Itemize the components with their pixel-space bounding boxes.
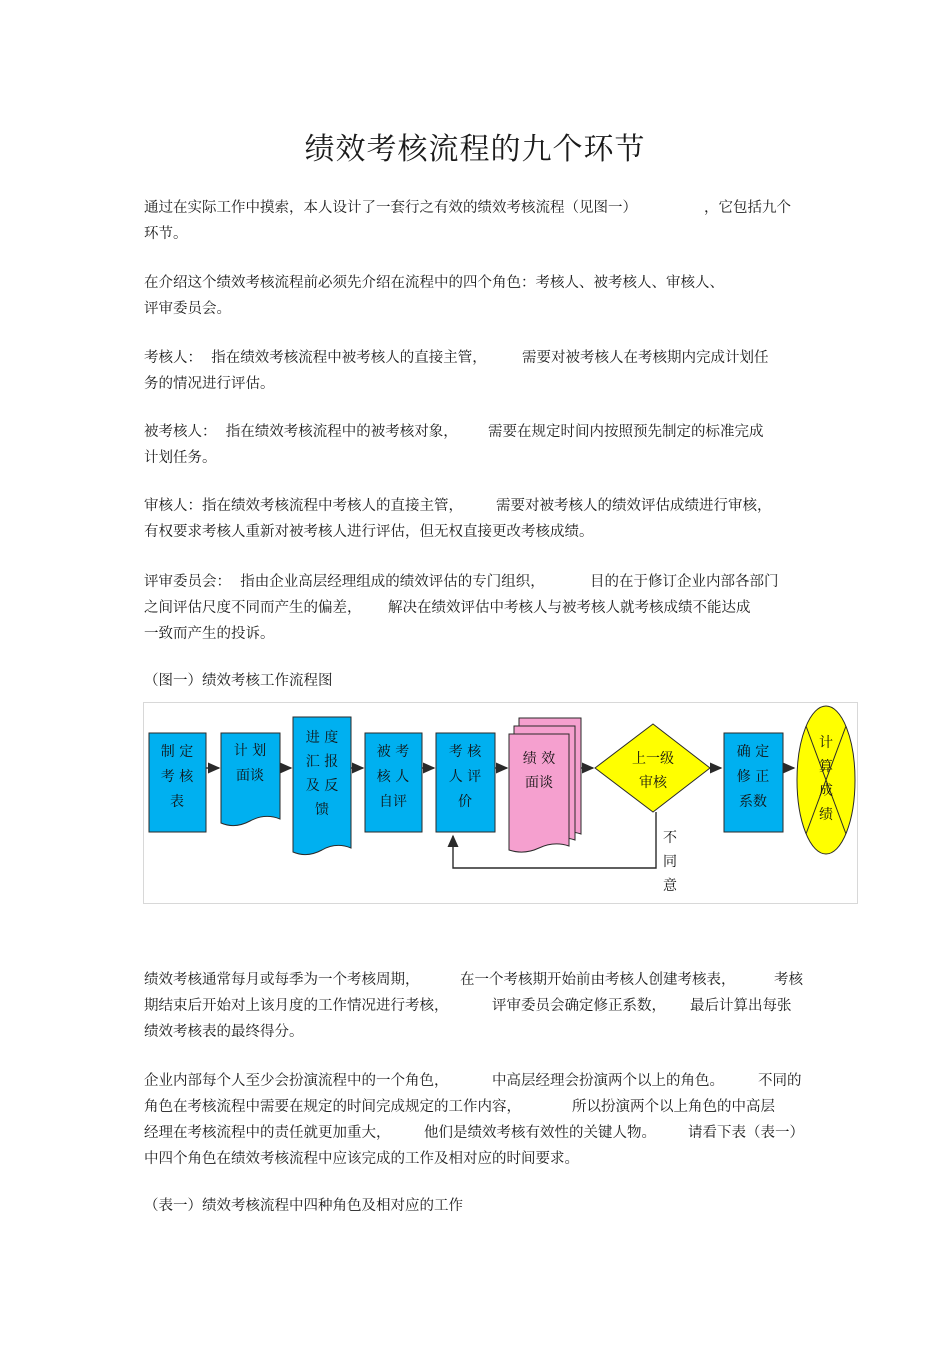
- flow-step-label: 自评: [379, 794, 407, 810]
- flow-reject-char: 不: [663, 830, 677, 846]
- flow-step-label: 人 评: [448, 769, 482, 785]
- text-line: 在介绍这个绩效考核流程前必须先介绍在流程中的四个角色：考核人、被考核人、审核人、: [144, 275, 724, 291]
- flow-reject-char: 同: [663, 854, 677, 870]
- text-line: （图一）绩效考核工作流程图: [144, 673, 333, 689]
- text-line: 评审委员会确定修正系数，: [492, 998, 666, 1014]
- flow-step-label: 计: [819, 735, 833, 751]
- flow-step-correction-coefficient: [724, 733, 783, 832]
- flow-step-label: 系数: [739, 794, 767, 810]
- flow-step-label: 核 人: [376, 769, 410, 785]
- flow-step-label: 及 反: [305, 778, 339, 794]
- text-line: 最后计算出每张: [690, 998, 792, 1014]
- text-line: 绩效考核表的最终得分。: [144, 1024, 304, 1040]
- text-line: 不同的: [758, 1073, 802, 1089]
- flow-reject-label: [663, 830, 677, 894]
- flow-step-self-assessment: [365, 733, 422, 832]
- flow-step-label: 被 考: [376, 744, 410, 760]
- text-line: 需要在规定时间内按照预先制定的标准完成: [488, 424, 764, 440]
- flow-step-label: 绩: [819, 807, 833, 823]
- text-line: 解决在绩效评估中考核人与被考核人就考核成绩不能达成: [388, 600, 751, 616]
- text-line: 审核人：指在绩效考核流程中考核人的直接主管，: [144, 498, 463, 514]
- flow-step-label: 馈: [315, 802, 329, 818]
- text-line: 所以扮演两个以上角色的中高层: [572, 1099, 775, 1115]
- text-line: 期结束后开始对上该月度的工作情况进行考核，: [144, 998, 449, 1014]
- flow-step-label: 考 核: [448, 744, 482, 760]
- text-line: 一致而产生的投诉。: [144, 626, 275, 642]
- text-line: 目的在于修订企业内部各部门: [590, 574, 779, 590]
- text-line: 考核: [774, 972, 803, 988]
- flow-step-calculate-score: [797, 706, 855, 854]
- text-line: 需要对被考核人的绩效评估成绩进行审核，: [496, 498, 772, 514]
- text-line: 务的情况进行评估。: [144, 376, 275, 392]
- flow-step-label: 修 正: [736, 769, 770, 785]
- flow-step-label: 汇 报: [305, 754, 339, 770]
- text-line: （表一）绩效考核流程中四种角色及相对应的工作: [144, 1198, 463, 1214]
- flowchart-figure: [143, 702, 858, 904]
- flow-step-label: 审核: [639, 775, 667, 791]
- flow-step-progress-report: [293, 717, 351, 855]
- text-line: 企业内部每个人至少会扮演流程中的一个角色，: [144, 1073, 449, 1089]
- flow-step-label: 算: [819, 759, 833, 775]
- flow-step-create-form: [149, 733, 206, 832]
- text-line: 之间评估尺度不同而产生的偏差，: [144, 600, 362, 616]
- flow-step-label: 绩 效: [522, 751, 556, 767]
- text-line: 通过在实际工作中摸索，本人设计了一套行之有效的绩效考核流程（见图一）: [144, 200, 637, 216]
- flow-step-label: 价: [458, 794, 472, 810]
- text-line: 中四个角色在绩效考核流程中应该完成的工作及相对应的时间要求。: [144, 1151, 579, 1167]
- text-line: 经理在考核流程中的责任就更加重大，: [144, 1125, 391, 1141]
- text-line: 需要对被考核人在考核期内完成计划任: [522, 350, 769, 366]
- text-line: 在一个考核期开始前由考核人创建考核表，: [460, 972, 736, 988]
- text-line: 请看下表（表一）: [688, 1125, 804, 1141]
- flow-step-label: 确 定: [736, 744, 770, 760]
- flow-step-label: 面谈: [525, 775, 553, 791]
- flow-step-label: 表: [170, 794, 184, 810]
- text-line: 评审委员会。: [144, 301, 231, 317]
- text-line: 考核人： 指在绩效考核流程中被考核人的直接主管，: [144, 350, 487, 366]
- page-title: 绩效考核流程的九个环节: [304, 132, 646, 167]
- text-line: 中高层经理会扮演两个以上的角色。: [492, 1073, 724, 1089]
- text-line: 绩效考核通常每月或每季为一个考核周期，: [144, 972, 420, 988]
- text-line: 被考核人： 指在绩效考核流程中的被考核对象，: [144, 424, 458, 440]
- flow-reject-char: 意: [663, 878, 677, 894]
- flow-step-label: 成: [819, 783, 833, 799]
- text-line: 有权要求考核人重新对被考核人进行评估，但无权直接更改考核成绩。: [144, 524, 594, 540]
- flow-step-label: 计 划: [233, 743, 267, 759]
- text-line: 环节。: [144, 226, 188, 242]
- flow-step-performance-interview: [509, 718, 581, 852]
- text-line: 计划任务。: [144, 450, 217, 466]
- flow-step-label: 上一级: [632, 751, 674, 767]
- flow-step-label: 进 度: [305, 730, 339, 746]
- text-line: 评审委员会： 指由企业高层经理组成的绩效评估的专门组织，: [144, 574, 545, 590]
- flow-step-label: 制 定: [160, 744, 194, 760]
- text-line: ，它包括九个: [704, 200, 791, 216]
- flow-step-label: 面谈: [236, 768, 264, 784]
- flow-step-label: 考 核: [160, 769, 194, 785]
- flow-step-assessor-evaluation: [436, 733, 495, 832]
- flow-step-plan-interview: [221, 733, 280, 826]
- text-line: 角色在考核流程中需要在规定的时间完成规定的工作内容，: [144, 1099, 521, 1115]
- text-line: 他们是绩效考核有效性的关键人物。: [424, 1125, 656, 1141]
